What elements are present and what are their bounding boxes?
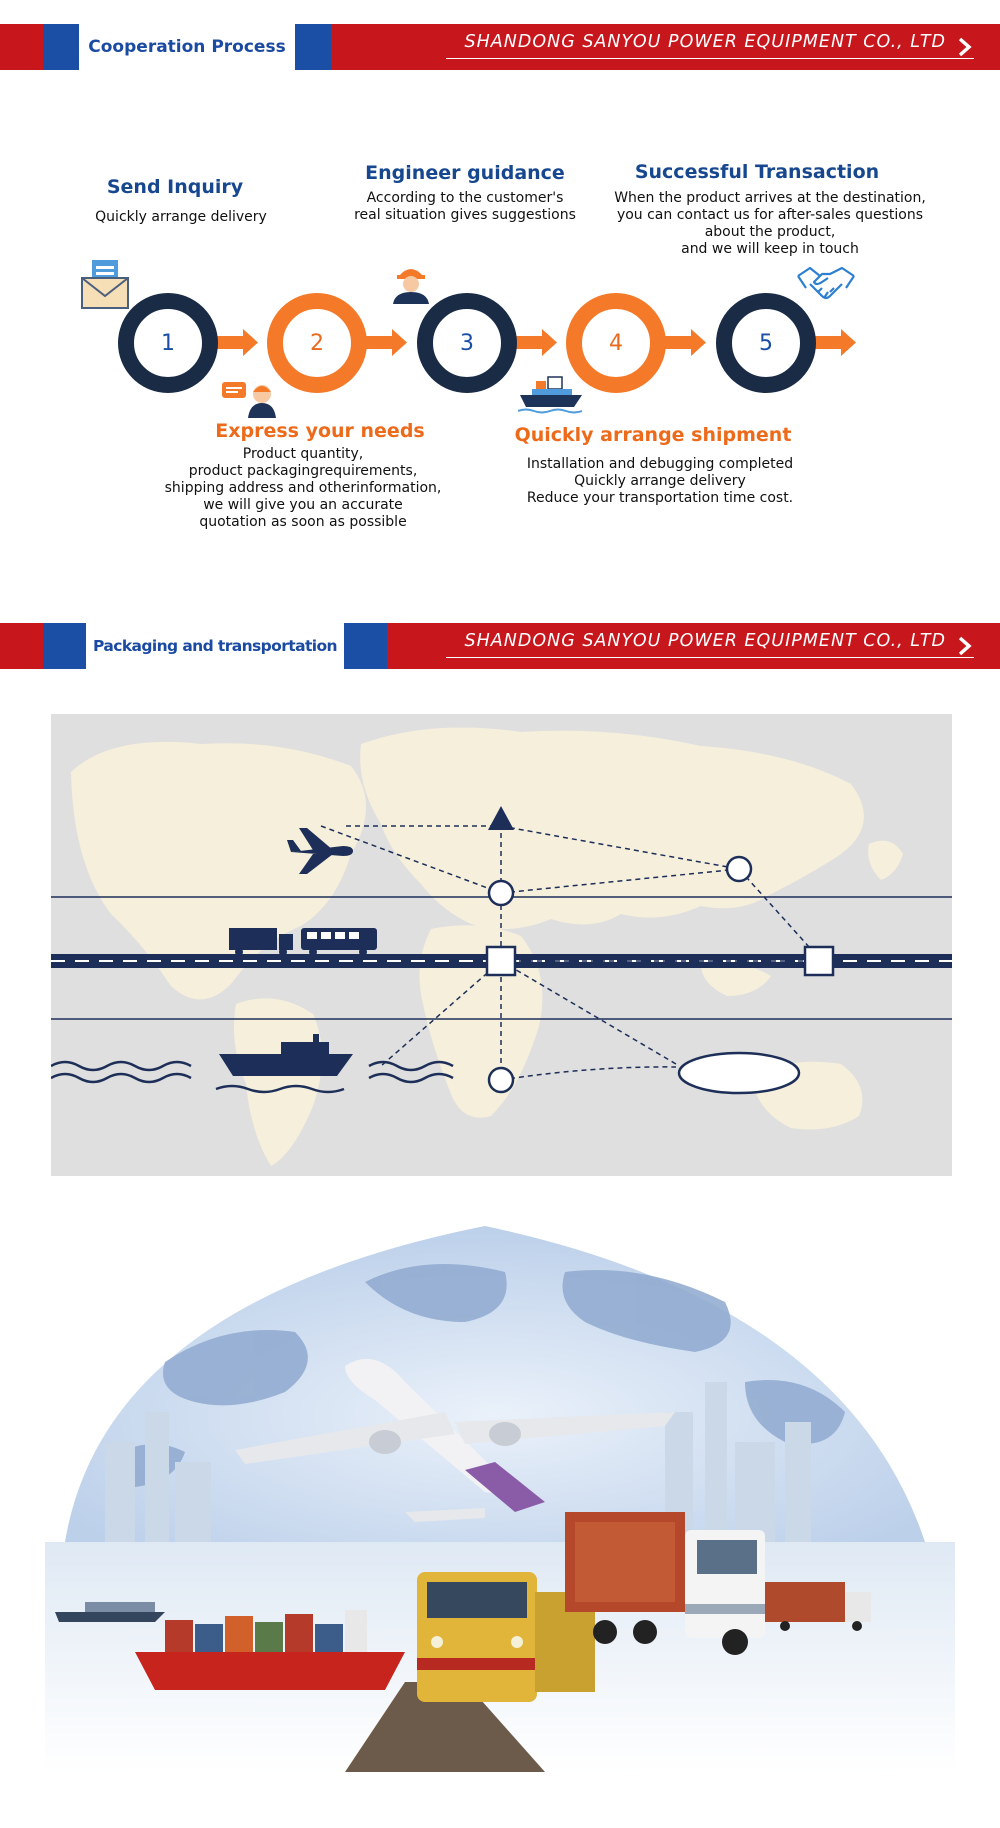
engineer-icon	[389, 262, 433, 304]
chevron-right-icon	[956, 636, 974, 656]
logistics-map-graphic	[51, 714, 952, 1176]
step-title-4: Quickly arrange shipment	[514, 424, 792, 446]
handshake-icon	[796, 262, 856, 308]
company-name: SHANDONG SANYOU POWER EQUIPMENT CO., LTD	[464, 32, 946, 52]
step-desc-2: Product quantity, product packagingrequirements, shipping address and otherinformation, we will give you an accurate quotation as soon as possible	[164, 446, 442, 530]
process-flow	[0, 0, 1000, 600]
banner-accent-left	[43, 623, 86, 669]
logistics-map	[51, 714, 952, 1176]
company-underline	[446, 58, 974, 59]
company-underline	[446, 657, 974, 658]
step-number: 3	[460, 330, 474, 356]
step-title-3: Engineer guidance	[365, 162, 565, 184]
banner-accent-right	[344, 623, 387, 669]
step-number: 2	[310, 330, 324, 356]
step-desc-5: When the product arrives at the destination, you can contact us for after-sales questions about the product, and we will keep in touch	[614, 190, 926, 257]
envelope-icon	[80, 258, 130, 310]
flow-arrows	[0, 0, 1000, 600]
chevron-right-icon	[956, 37, 974, 57]
step-circle-1	[118, 293, 218, 393]
section-banner-packaging	[0, 623, 1000, 669]
step-circle-4	[566, 293, 666, 393]
step-desc-3: According to the customer's real situation gives suggestions	[354, 190, 576, 223]
section-title: Packaging and transportation	[86, 623, 344, 669]
transport-scene	[45, 1212, 955, 1772]
step-desc-4: Installation and debugging completed Quickly arrange delivery Reduce your transportation time cost.	[526, 456, 794, 506]
transport-scene-graphic	[45, 1212, 955, 1772]
cargo-ship-icon	[518, 375, 584, 415]
step-circle-3	[417, 293, 517, 393]
step-title-5: Successful Transaction	[634, 161, 880, 183]
step-number: 4	[609, 330, 623, 356]
step-title-1: Send Inquiry	[106, 176, 244, 198]
company-name: SHANDONG SANYOU POWER EQUIPMENT CO., LTD	[464, 631, 946, 651]
step-circle-5	[716, 293, 816, 393]
section-title: Cooperation Process	[79, 24, 295, 70]
customer-service-icon	[222, 378, 280, 418]
banner-accent-right	[295, 24, 331, 70]
step-title-2: Express your needs	[215, 420, 425, 442]
section-banner-cooperation	[0, 24, 1000, 70]
banner-accent-left	[43, 24, 79, 70]
step-circle-2	[267, 293, 367, 393]
step-number: 1	[161, 330, 175, 356]
step-desc-1: Quickly arrange delivery	[95, 209, 267, 225]
step-number: 5	[759, 330, 773, 356]
